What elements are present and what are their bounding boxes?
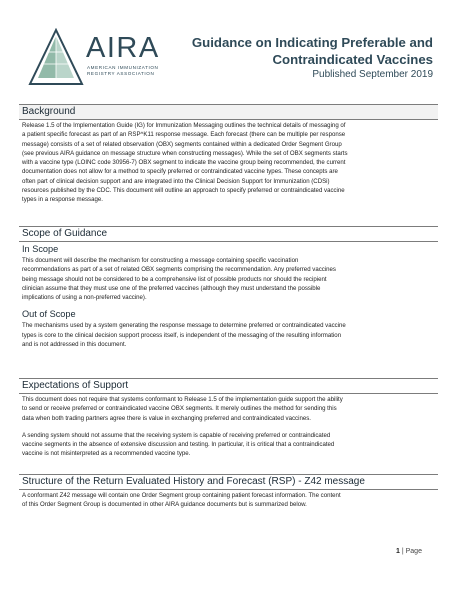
document-title-line2: Contraindicated Vaccines — [272, 52, 433, 67]
text-line: Release 1.5 of the Implementation Guide (IG) for Immunization Messaging outlines the technical details of messaging of — [22, 122, 346, 129]
expectations-paragraph-1 — [19, 394, 438, 423]
in-scope-heading: In Scope — [22, 244, 59, 254]
text-line: A sending system should not assume that the receiving system is capable of receiving preferred or contraindicated — [22, 431, 331, 439]
text-line: This document will describe the mechanism for constructing a message containing specific vaccination — [22, 257, 299, 264]
aira-triangle-logo-icon — [28, 28, 84, 86]
logo-subtitle-line1: AMERICAN IMMUNIZATION — [87, 65, 159, 70]
page-number: 1 — [396, 548, 400, 555]
out-of-scope-paragraph — [19, 320, 438, 349]
text-line: resources published by the CDC. This document will outline an approach to specify preferred or contraindicated vaccine — [22, 187, 345, 195]
text-line: The mechanisms used by a system generating the response message to determine preferred or contraindicated vaccine — [22, 322, 346, 330]
text-line: documentation does not allow for a method to specify preferred or contraindicated vaccine types. These concepts are — [22, 168, 338, 176]
text-line: vaccine is not misinterpreted as a recommended vaccine type. — [22, 450, 191, 458]
document-title-line1: Guidance on Indicating Preferable and — [191, 35, 433, 50]
scope-heading: Scope of Guidance — [19, 226, 438, 242]
text-line: message) consists of a set of related observation (OBX) segments contained within a dedicated Order Segment Group — [22, 140, 342, 148]
structure-paragraph — [19, 490, 438, 510]
background-paragraph — [19, 120, 438, 205]
aira-logo — [28, 28, 188, 86]
expectations-heading: Expectations of Support — [19, 378, 438, 394]
text-line: and is not addressed in this document. — [22, 341, 127, 349]
text-line: often part of clinical decision support and are integrated into the Clinical Decision Support for Immunization (CDSi) — [22, 177, 330, 185]
text-line: types in a response message. — [22, 196, 103, 204]
structure-heading: Structure of the Return Evaluated History and Forecast (RSP) - Z42 message — [19, 474, 438, 490]
text-line: (see previous AIRA guidance on message structure when constructing messages). While the set of OBX segments starts — [22, 149, 348, 157]
document-header — [0, 0, 459, 100]
out-of-scope-heading: Out of Scope — [22, 309, 76, 320]
text-line: recommendations as part of a set of related OBX segments comprising the recommendation. Any preferred vaccines — [22, 266, 336, 274]
text-line: to send or receive preferred or contraindicated vaccine OBX segments. It merely outlines the method for sending this — [22, 405, 337, 413]
background-section — [19, 104, 438, 205]
logo-subtitle-line2: REGISTRY ASSOCIATION — [87, 71, 155, 76]
text-line: implications of using a non-preferred vaccine). — [22, 294, 147, 302]
scope-section — [19, 226, 438, 349]
text-line: of this Order Segment Group is documented in other AIRA guidance documents but is summarized below. — [22, 501, 307, 509]
background-heading: Background — [19, 104, 438, 120]
structure-section — [19, 474, 438, 510]
in-scope-paragraph — [19, 255, 438, 302]
logo-wordmark: AIRA — [86, 32, 160, 64]
page-label: Page — [405, 548, 422, 555]
text-line: with a vaccine type (LOINC code 30956-7) OBX segment to indicate the vaccine group being recommended, the current — [22, 159, 346, 167]
text-line: This document does not require that systems conformant to Release 1.5 of the implementation guide support the ability — [22, 396, 343, 403]
text-line: data when both trading partners agree there is value in exchanging preferred and contraindicated vaccines. — [22, 414, 311, 422]
text-line: vaccine segments in the absence of extensive discussion and testing. In particular, it is critical that a contraindicated — [22, 441, 335, 449]
expectations-paragraph-2 — [19, 430, 438, 459]
footer-separator: | — [399, 548, 406, 555]
text-line: a patient specific forecast as part of an RSP^K11 response message. Each forecast (there can be multiple per response — [22, 131, 346, 139]
page-footer — [396, 548, 422, 555]
expectations-section — [19, 378, 438, 459]
title-block — [192, 34, 433, 80]
text-line: being message should not be considered to be a comprehensive list of possible products nor should the recipient — [22, 275, 327, 283]
text-line: types is core to the clinical decision support process itself, is independent of the messaging of the resulting information — [22, 331, 342, 339]
text-line: A conformant Z42 message will contain one Order Segment group containing patient forecast information. The content — [22, 492, 341, 499]
text-line: clinician assume that they must use one of the preferred vaccines (although they must understand the possible — [22, 284, 321, 292]
published-date: Published September 2019 — [312, 69, 433, 80]
